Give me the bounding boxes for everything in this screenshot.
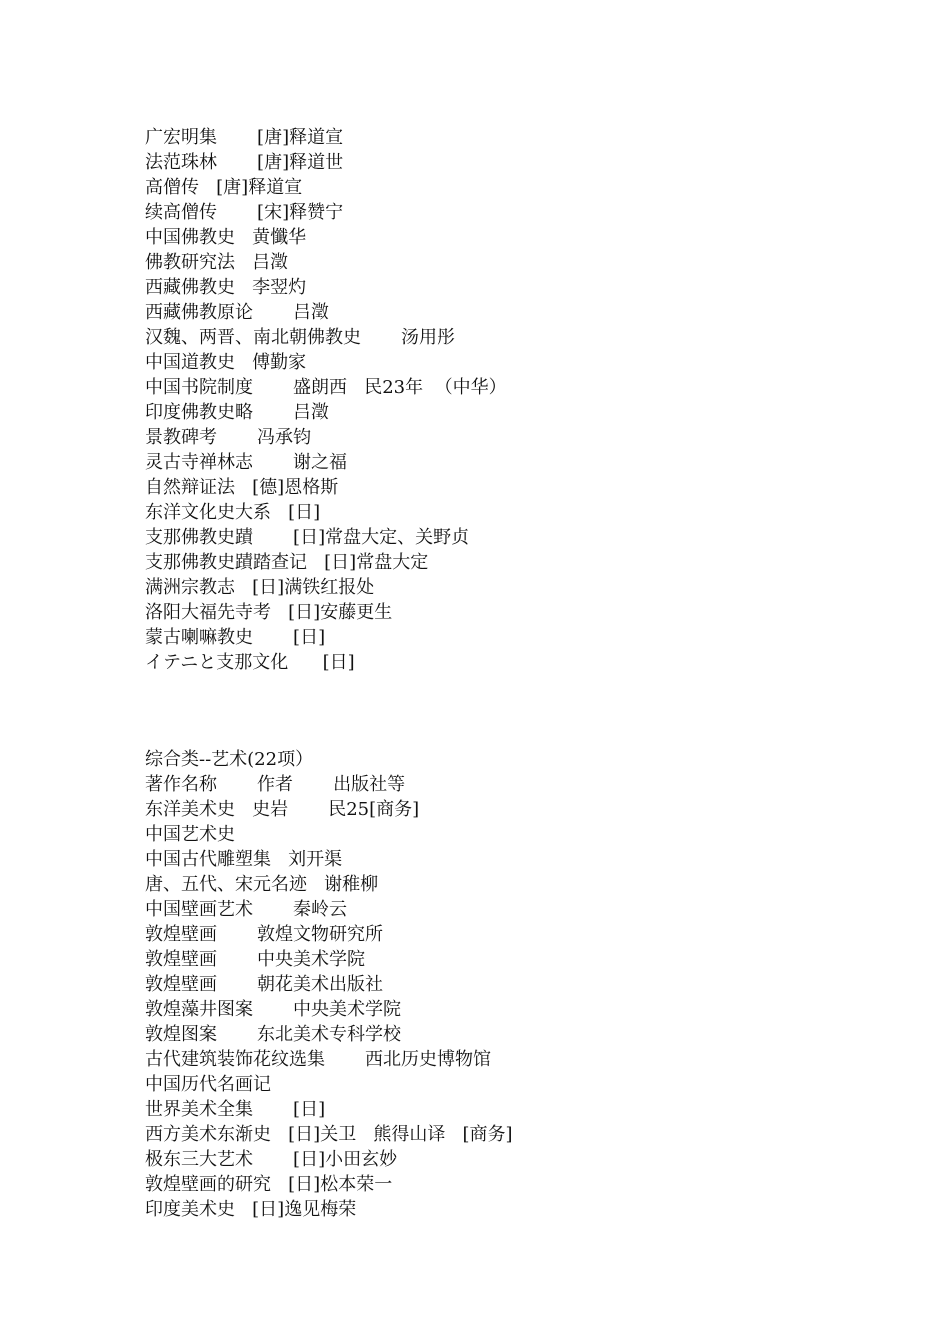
list-item: 景教碑考 冯承钧 [145,427,312,448]
list-item: 西藏佛教原论 吕澂 [145,302,330,323]
list-item: 东洋文化史大系 [日] [145,502,321,523]
list-item: 古代建筑装饰花纹选集 西北历史博物馆 [145,1049,492,1070]
list-item: 唐、五代、宋元名迹 谢稚柳 [145,874,379,895]
list-item: 法范珠林 [唐]释道世 [145,152,344,173]
list-item: 敦煌壁画 朝花美术出版社 [145,974,384,995]
list-item: 续高僧传 [宋]释赞宁 [145,202,344,223]
list-item: 中国书院制度 盛朗西 民23年 （中华） [145,377,507,398]
list-item: 西方美术东渐史 [日]关卫 熊得山译 [商务] [145,1124,513,1145]
list-item: イテニと支那文化 [日] [145,652,355,673]
list-item: 中国壁画艺术 秦岭云 [145,899,348,920]
list-item: 满洲宗教志 [日]满铁红报处 [145,577,375,598]
list-item: 中国道教史 傅勤家 [145,352,307,373]
list-item: 中国佛教史 黄懺华 [145,227,307,248]
list-item: 极东三大艺术 [日]小田玄妙 [145,1149,398,1170]
list-item: 西藏佛教史 李翌灼 [145,277,307,298]
list-item: 汉魏、两晋、南北朝佛教史 汤用彤 [145,327,456,348]
list-item: 蒙古喇嘛教史 [日] [145,627,326,648]
list-item: 自然辩证法 [德]恩格斯 [145,477,339,498]
list-item: 印度佛教史略 吕澂 [145,402,330,423]
list-item: 支那佛教史蹟踏查记 [日]常盘大定 [145,552,429,573]
list-item: 支那佛教史蹟 [日]常盘大定、关野贞 [145,527,470,548]
list-item: 世界美术全集 [日] [145,1099,326,1120]
list-item: 洛阳大福先寺考 [日]安藤更生 [145,602,393,623]
list-item: 灵古寺禅林志 谢之福 [145,452,348,473]
list-item: 印度美术史 [日]逸见梅荣 [145,1199,357,1220]
table-header-row: 著作名称 作者 出版社等 [145,774,406,795]
list-item: 敦煌藻井图案 中央美术学院 [145,999,402,1020]
section-heading: 综合类--艺术(22项） [145,749,314,770]
list-item: 佛教研究法 吕澂 [145,252,289,273]
list-item: 敦煌图案 东北美术专科学校 [145,1024,402,1045]
list-item: 敦煌壁画 敦煌文物研究所 [145,924,384,945]
list-item: 敦煌壁画的研究 [日]松本荣一 [145,1174,393,1195]
list-item: 中国艺术史 [145,824,235,845]
list-item: 高僧传 [唐]释道宣 [145,177,303,198]
list-item: 敦煌壁画 中央美术学院 [145,949,366,970]
list-item: 广宏明集 [唐]释道宣 [145,127,344,148]
list-item: 中国古代雕塑集 刘开渠 [145,849,343,870]
list-item: 中国历代名画记 [145,1074,271,1095]
list-item: 东洋美术史 史岩 民25[商务] [145,799,420,820]
